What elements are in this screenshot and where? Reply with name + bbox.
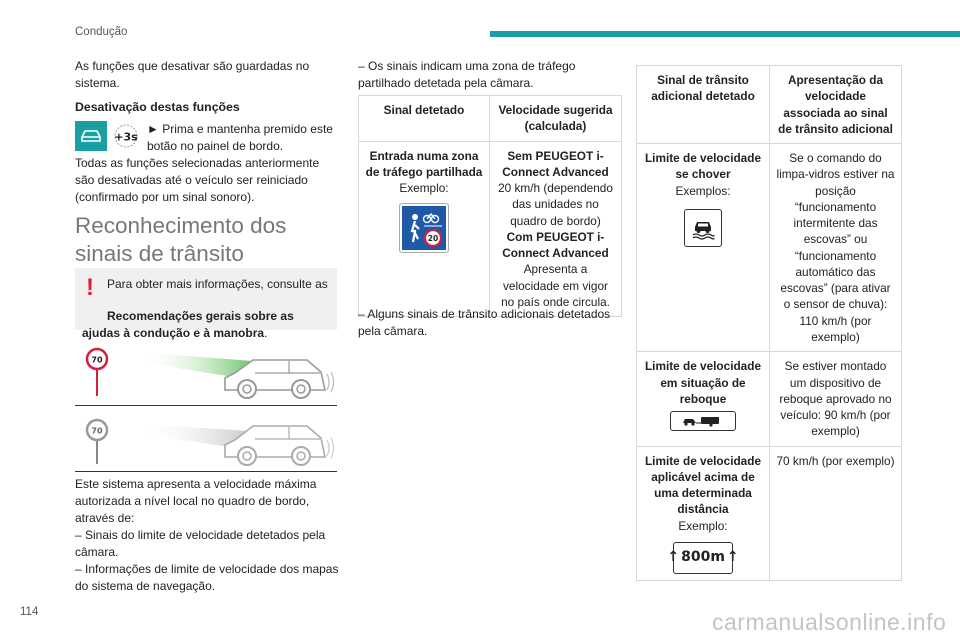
speed-sign-value-2: 70 (91, 426, 103, 436)
divider-2 (75, 471, 337, 472)
divider-1 (75, 405, 337, 406)
reset-paragraph: Todas as funções selecionadas anteriormente são desativadas até o veículo ser reiniciado (confirmado por um sinal sonoro). (75, 155, 320, 204)
additional-signs-intro: – Alguns sinais de trânsito adicionais detetados pela câmara. (358, 307, 611, 339)
table3-row1-sign-cell (637, 144, 770, 352)
table2-header-1: Sinal detetado (359, 96, 490, 142)
note-line-1: Para obter mais informações, consulte as (107, 277, 328, 291)
column-1-top (75, 58, 337, 206)
body-paragraph-2: – Sinais do limite de velocidade detetados pela câmara. (75, 528, 326, 560)
deactivation-heading: Desativação destas funções (75, 100, 240, 115)
column-2-intro: – Os sinais indicam uma zona de tráfego partilhado detetada pela câmara. (358, 59, 576, 91)
section-title: Reconhecimento dos sinais de trânsito (75, 213, 287, 267)
header-section-title: Condução (75, 26, 128, 38)
page-number: 114 (20, 606, 39, 618)
with-connect-text: Apresenta a velocidade em vigor no país onde circula. (501, 262, 610, 309)
towing-limit-title: Limite de velocidade em situação de reboque (644, 359, 762, 406)
intro-paragraph: As funções que desativar são guardadas no sistema. (75, 59, 310, 91)
press-instruction: ► Prima e mantenha premido este botão no painel de bordo. (147, 121, 333, 153)
watermark: carmanualsonline.info (712, 609, 947, 635)
distance-limit-title: Limite de velocidade aplicável acima de uma determinada distância (644, 453, 762, 517)
hold-3s-label: +3s (114, 130, 138, 144)
towing-limit-text: Se estiver montado um dispositivo de reboque aprovado no veículo: 90 km/h (por exemplo) (770, 352, 902, 446)
shared-zone-speed-value: 20 (427, 234, 439, 244)
shared-zone-example-label: Exemplo: (399, 181, 449, 196)
distance-limit-text: 70 km/h (por exemplo) (770, 446, 902, 580)
body-paragraph-3: – Informações de limite de velocidade dos mapas do sistema de navegação. (75, 562, 339, 594)
warning-mark: ! (86, 274, 94, 301)
additional-signs-table (636, 65, 902, 581)
table3-header-1: Sinal de trânsito adicional detetado (637, 66, 770, 144)
note-line-2 (82, 308, 332, 342)
illustration-sign-2 (75, 410, 337, 472)
distance-sign-value: 800m (681, 549, 725, 566)
table3-row2-sign-cell (637, 352, 770, 446)
warning-icon (86, 276, 96, 300)
rain-limit-example-label: Exemplos: (675, 183, 731, 198)
without-connect-text: 20 km/h (dependendo das unidades no quadro de bordo) (498, 181, 613, 228)
with-connect-label: Com PEUGEOT i-Connect Advanced (502, 229, 609, 261)
shared-zone-title: Entrada numa zona de tráfego partilhada (365, 148, 483, 179)
table2-header-2: Velocidade sugerida (calculada) (490, 96, 622, 142)
rain-limit-text: Se o comando do limpa-vidros estiver na posição “funcionamento intermitente das escovas” ou “funcionamento automático das escovas” (para ativar o sensor de chuva): 110 km/h (por exemplo) (770, 144, 902, 352)
note-end: . (264, 326, 268, 341)
body-paragraph-1: Este sistema apresenta a velocidade máxima autorizada a nível local no quadro de bordo, através de: (75, 477, 317, 526)
column-1-bottom (75, 476, 340, 595)
table3-row3-sign-cell (637, 446, 770, 580)
illustration-sign-1 (75, 342, 337, 406)
table3-header-2: Apresentação da velocidade associada ao sinal de trânsito adicional (770, 66, 902, 144)
rain-sign-icon (684, 209, 722, 247)
towing-sign-icon (670, 411, 736, 431)
speed-sign-value-1: 70 (91, 355, 103, 365)
distance-sign-icon (667, 542, 739, 574)
without-connect-label: Sem PEUGEOT i-Connect Advanced (502, 148, 609, 179)
note-link-text: Recomendações gerais sobre as ajudas à condução e à manobra (82, 309, 294, 341)
deactivation-row (75, 121, 337, 155)
arrow-up-icon-right: ↑ (726, 549, 739, 566)
table2-row1-speed-cell (490, 141, 622, 317)
shared-zone-table (358, 95, 622, 317)
distance-limit-example-label: Exemplo: (678, 518, 728, 533)
header-accent-bar (490, 31, 960, 37)
shared-zone-sign-icon (400, 204, 448, 252)
rain-limit-title: Limite de velocidade se chover (644, 151, 762, 182)
car-assist-icon (75, 121, 107, 151)
arrow-up-icon: ↑ (667, 549, 680, 566)
table2-row1-sign-cell (359, 141, 490, 317)
hold-3s-button-icon (109, 121, 143, 151)
